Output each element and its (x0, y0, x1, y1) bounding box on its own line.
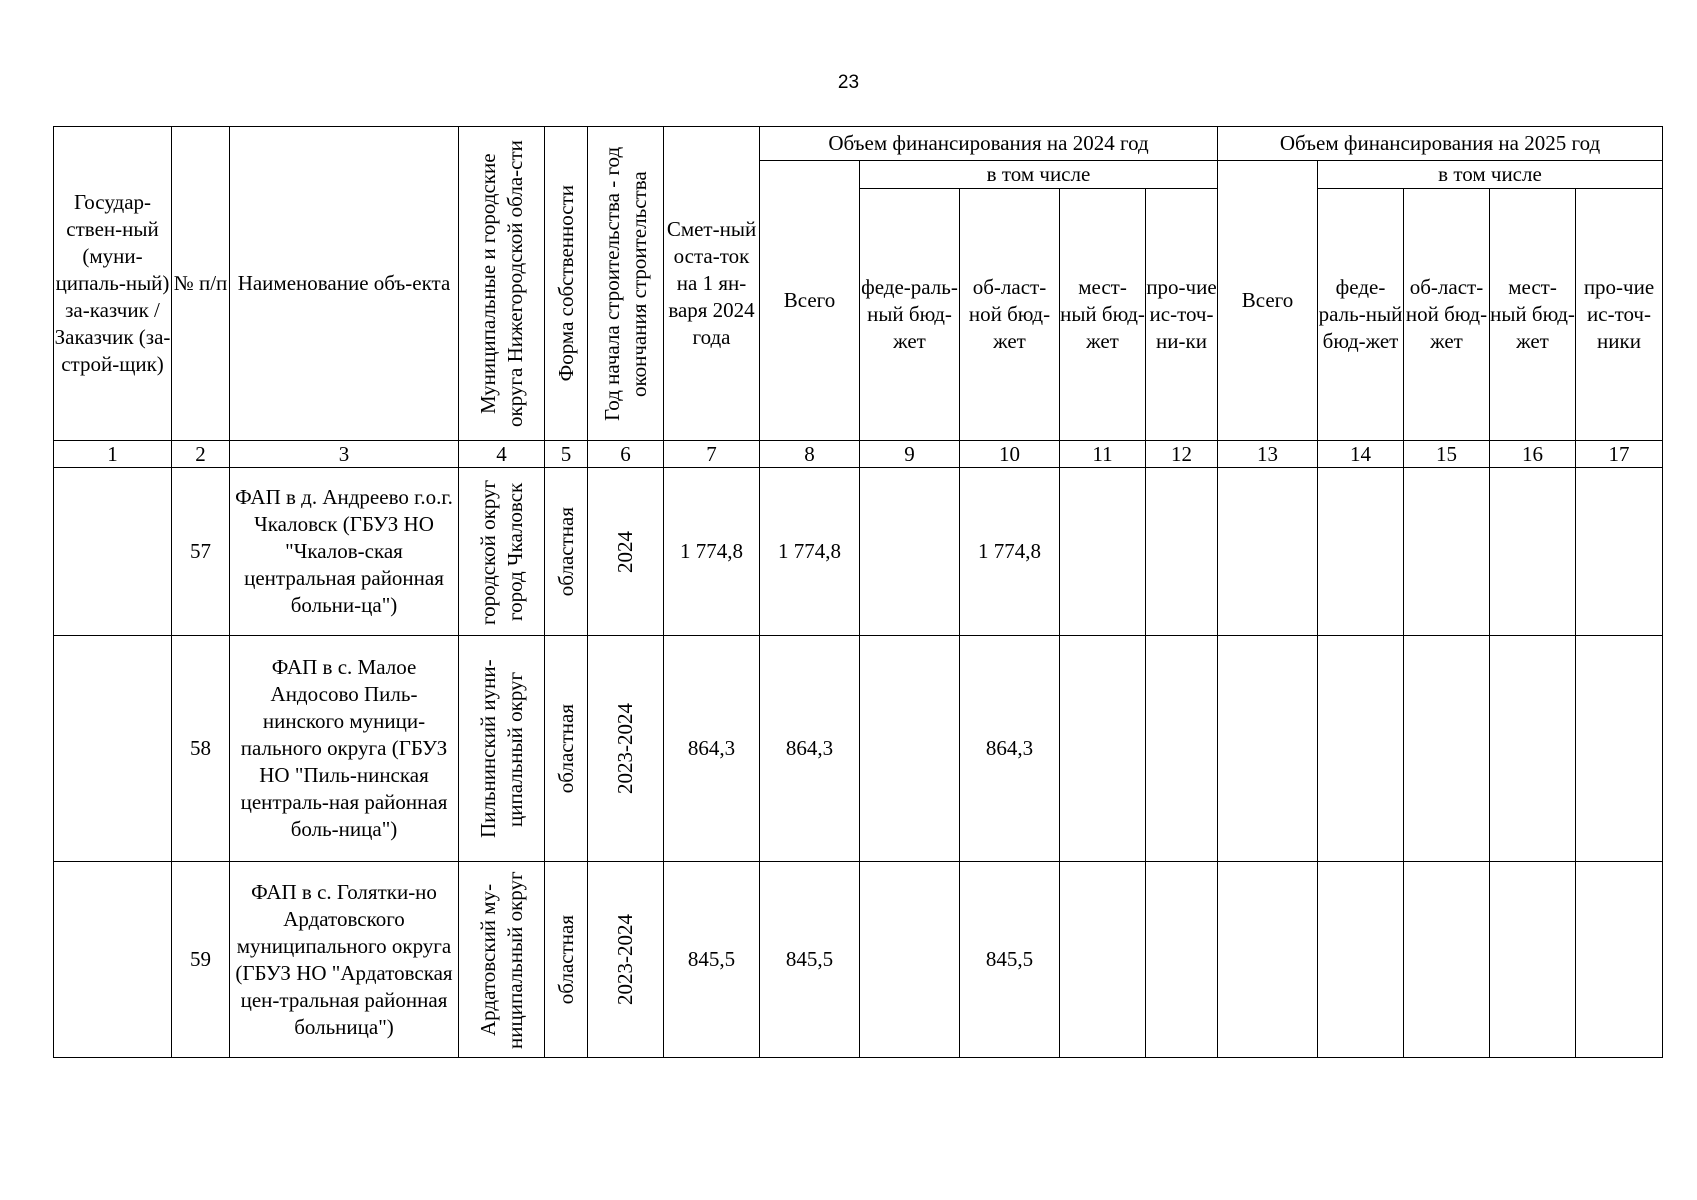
cell-total-2025 (1218, 636, 1318, 862)
column-number: 17 (1576, 441, 1663, 468)
header-regional-2025: об-ласт-ной бюд-жет (1404, 189, 1490, 441)
cell-regional-2025 (1404, 636, 1490, 862)
cell-customer (54, 468, 172, 636)
header-funding-2024: Объем финансирования на 2024 год (760, 127, 1218, 161)
header-num: № п/п (172, 127, 230, 441)
cell-total-2024: 1 774,8 (760, 468, 860, 636)
header-funding-2025: Объем финансирования на 2025 год (1218, 127, 1663, 161)
column-number: 12 (1146, 441, 1218, 468)
header-total-2025: Всего (1218, 161, 1318, 441)
header-total-2024: Всего (760, 161, 860, 441)
table-row (54, 468, 1663, 636)
cell-num: 58 (172, 636, 230, 862)
cell-total-2025 (1218, 862, 1318, 1058)
cell-federal-2024 (860, 636, 960, 862)
cell-other-2024 (1146, 468, 1218, 636)
cell-local-2025 (1490, 862, 1576, 1058)
cell-other-2025 (1576, 468, 1663, 636)
cell-municipality: Пильнинский иуни-ципальный округ (459, 636, 545, 862)
cell-other-2025 (1576, 862, 1663, 1058)
header-customer: Государ-ствен-ный (муни-ципаль-ный) за-казчик / Заказчик (за-строй-щик) (54, 127, 172, 441)
cell-years: 2023-2024 (588, 636, 664, 862)
cell-num: 57 (172, 468, 230, 636)
cell-local-2025 (1490, 636, 1576, 862)
table-row (54, 862, 1663, 1058)
cell-object-name: ФАП в с. Голятки-но Ардатовского муниципального округа (ГБУЗ НО "Ардатовская цен-тральная районная больница") (230, 862, 459, 1058)
column-number: 9 (860, 441, 960, 468)
header-including-2024: в том числе (860, 161, 1218, 189)
page-number: 23 (837, 72, 860, 93)
header-federal-2024: феде-раль-ный бюд-жет (860, 189, 960, 441)
cell-municipality: Ардатовский му-ниципальный округ (459, 862, 545, 1058)
cell-balance: 845,5 (664, 862, 760, 1058)
column-number: 6 (588, 441, 664, 468)
column-number: 16 (1490, 441, 1576, 468)
cell-local-2024 (1060, 636, 1146, 862)
cell-years: 2023-2024 (588, 862, 664, 1058)
column-number: 1 (54, 441, 172, 468)
cell-federal-2025 (1318, 468, 1404, 636)
header-including-2025: в том числе (1318, 161, 1663, 189)
cell-federal-2025 (1318, 862, 1404, 1058)
cell-regional-2024: 1 774,8 (960, 468, 1060, 636)
header-years: Год начала строительства - год окончания строительства (588, 127, 664, 441)
cell-customer (54, 636, 172, 862)
cell-customer (54, 862, 172, 1058)
cell-municipality: городской округ город Чкаловск (459, 468, 545, 636)
cell-years: 2024 (588, 468, 664, 636)
header-ownership: Форма собственности (545, 127, 588, 441)
cell-total-2025 (1218, 468, 1318, 636)
construction-funding-table (53, 126, 1663, 1058)
column-number: 15 (1404, 441, 1490, 468)
cell-federal-2025 (1318, 636, 1404, 862)
cell-other-2025 (1576, 636, 1663, 862)
cell-object-name: ФАП в д. Андреево г.о.г. Чкаловск (ГБУЗ НО "Чкалов-ская центральная районная больни-ца") (230, 468, 459, 636)
header-balance: Смет-ный оста-ток на 1 ян-варя 2024 года (664, 127, 760, 441)
cell-other-2024 (1146, 636, 1218, 862)
cell-ownership: областная (545, 862, 588, 1058)
column-number: 13 (1218, 441, 1318, 468)
cell-local-2024 (1060, 862, 1146, 1058)
column-number: 4 (459, 441, 545, 468)
cell-balance: 1 774,8 (664, 468, 760, 636)
cell-object-name: ФАП в с. Малое Андосово Пиль-нинского муници-пального округа (ГБУЗ НО "Пиль-нинская централь-ная районная боль-ница") (230, 636, 459, 862)
cell-federal-2024 (860, 468, 960, 636)
cell-local-2024 (1060, 468, 1146, 636)
column-number: 5 (545, 441, 588, 468)
cell-total-2024: 864,3 (760, 636, 860, 862)
cell-balance: 864,3 (664, 636, 760, 862)
cell-other-2024 (1146, 862, 1218, 1058)
table-row (54, 636, 1663, 862)
column-number-row (54, 441, 1663, 468)
column-number: 3 (230, 441, 459, 468)
cell-num: 59 (172, 862, 230, 1058)
cell-local-2025 (1490, 468, 1576, 636)
header-other-2025: про-чие ис-точ-ники (1576, 189, 1663, 441)
column-number: 10 (960, 441, 1060, 468)
header-local-2025: мест-ный бюд-жет (1490, 189, 1576, 441)
header-regional-2024: об-ласт-ной бюд-жет (960, 189, 1060, 441)
cell-regional-2024: 845,5 (960, 862, 1060, 1058)
cell-regional-2025 (1404, 862, 1490, 1058)
cell-federal-2024 (860, 862, 960, 1058)
column-number: 2 (172, 441, 230, 468)
column-number: 7 (664, 441, 760, 468)
cell-ownership: областная (545, 636, 588, 862)
header-local-2024: мест-ный бюд-жет (1060, 189, 1146, 441)
column-number: 11 (1060, 441, 1146, 468)
header-object-name: Наименование объ-екта (230, 127, 459, 441)
cell-regional-2025 (1404, 468, 1490, 636)
cell-regional-2024: 864,3 (960, 636, 1060, 862)
header-federal-2025: феде-раль-ный бюд-жет (1318, 189, 1404, 441)
cell-total-2024: 845,5 (760, 862, 860, 1058)
header-municipality: Муниципальные и городские округа Нижегородской обла-сти (459, 127, 545, 441)
column-number: 8 (760, 441, 860, 468)
header-other-2024: про-чие ис-точ-ни-ки (1146, 189, 1218, 441)
cell-ownership: областная (545, 468, 588, 636)
column-number: 14 (1318, 441, 1404, 468)
